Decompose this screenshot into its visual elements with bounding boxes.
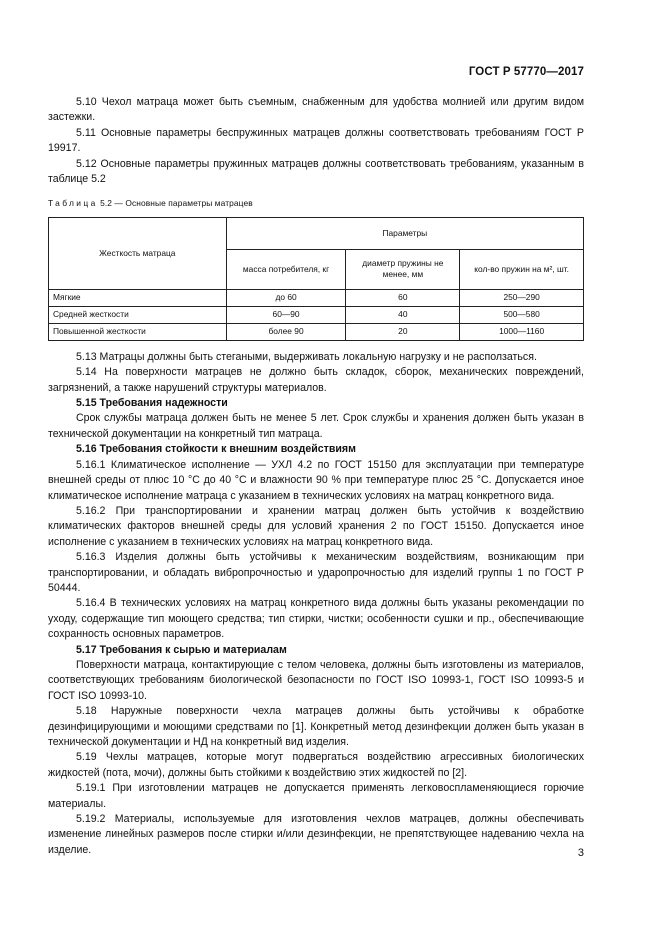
clause-5-14: 5.14 На поверхности матрацев не должно быть складок, сборок, механических повреждений, загрязнений, а также нарушений структуры материалов. [48, 366, 584, 394]
cell-mass: более 90 [226, 323, 346, 340]
cell-mass: до 60 [226, 289, 346, 306]
section-heading-5-17: 5.17 Требования к сырью и материалам [76, 643, 287, 656]
clause-5-19-2: 5.19.2 Материалы, используемые для изготовления чехлов матрацев, должны обеспечивать изменение линейных размеров после стирки и/или дезинфекции, не препятствующее надеванию чехла на изделие. [48, 813, 584, 856]
clause-5-16-3: 5.16.3 Изделия должны быть устойчивы к механическим воздействиям, возникающим при транспортировании, и обладать вибропрочностью и ударопрочностью для изделий группы 1 по ГОСТ Р 50444. [48, 551, 584, 594]
table-caption [48, 196, 584, 211]
clause-5-13: 5.13 Матрацы должны быть стегаными, выдерживать локальную нагрузку и не расползаться. [76, 350, 537, 363]
cell-count: 500—580 [460, 306, 584, 323]
clause-5-19-1: 5.19.1 При изготовлении матрацев не допускается применять легковоспламеняющиеся горючие материалы. [48, 782, 584, 810]
header-stiffness: Жесткость матраца [49, 217, 227, 289]
table-caption-title: 5.2 — Основные параметры матрацев [97, 198, 253, 209]
header-count: кол-во пружин на м², шт. [460, 249, 584, 289]
cell-mass: 60—90 [226, 306, 346, 323]
mattress-params-table [48, 217, 584, 341]
cell-diameter: 60 [346, 289, 460, 306]
table-row [49, 306, 584, 323]
table-row [49, 323, 584, 340]
document-body [48, 95, 584, 858]
header-params: Параметры [226, 217, 583, 249]
document-code: ГОСТ Р 57770—2017 [468, 66, 584, 78]
header-diameter: диаметр пружины не менее, мм [346, 249, 460, 289]
clause-5-15-text: Срок службы матраца должен быть не менее 5 лет. Срок службы и хранения должен быть указан в технической документации на конкретный тип матраца. [48, 412, 584, 440]
clause-5-18: 5.18 Наружные поверхности чехла матрацев должны быть устойчивы к обработке дезинфицирующими и моющими средствами по [1]. Конкретный метод дезинфекции должен быть указан в технической документации и НД на конкретный вид изделия. [48, 705, 584, 748]
section-heading-5-15: 5.15 Требования надежности [76, 397, 228, 410]
clause-5-16-1: 5.16.1 Климатическое исполнение — УХЛ 4.2 по ГОСТ 15150 для эксплуатации при температуре внешней среды от плюс 10 °С до 40 °С и влажности 90 % при температуре плюс 25 °С. Допускается иное климатическое исполнение матраца с указанием в технических условиях на матрац конкретного вида. [48, 458, 584, 502]
cell-diameter: 20 [346, 323, 460, 340]
cell-count: 250—290 [460, 289, 584, 306]
page-number: 3 [577, 847, 584, 859]
cell-stiffness: Средней жесткости [49, 306, 227, 323]
table-caption-label: Таблица [48, 198, 98, 209]
clause-5-10: 5.10 Чехол матраца может быть съемным, снабженным для удобства молнией или другим видом застежки. [48, 96, 584, 124]
clause-5-16-2: 5.16.2 При транспортировании и хранении матрац должен быть устойчив к воздействию климатических факторов внешней среды для условий хранения 2 по ГОСТ 15150. Допускается иное исполнение с указанием в технических условиях на матрац конкретного вида. [48, 504, 584, 548]
clause-5-11: 5.11 Основные параметры беспружинных матрацев должны соответствовать требованиям ГОСТ Р 19917. [48, 126, 584, 155]
cell-diameter: 40 [346, 306, 460, 323]
cell-stiffness: Мягкие [49, 289, 227, 306]
clause-5-16-4: 5.16.4 В технических условиях на матрац конкретного вида должны быть указаны рекомендации по уходу, содержащие тип моющего средства; тип стирки, чистки; особенности сушки и пр., обеспечивающие сохранность основных параметров. [48, 597, 584, 641]
clause-5-19: 5.19 Чехлы матрацев, которые могут подвергаться воздействию агрессивных биологических жидкостей (пота, мочи), должны быть стойкими к воздействию этих жидкостей по [2]. [48, 751, 584, 779]
cell-count: 1000—1160 [460, 323, 584, 340]
clause-5-12: 5.12 Основные параметры пружинных матрацев должны соответствовать требованиям, указанным в таблице 5.2 [48, 157, 584, 186]
table-row [49, 289, 584, 306]
section-heading-5-16: 5.16 Требования стойкости к внешним воздействиям [76, 443, 356, 456]
clause-5-17-text: Поверхности матраца, контактирующие с телом человека, должны быть изготовлены из материалов, соответствующих требованиям биологической безопасности по ГОСТ ISO 10993-1, ГОСТ ISO 10993-5 и ГОСТ ISO 10993-10. [48, 658, 584, 702]
cell-stiffness: Повышенной жесткости [49, 323, 227, 340]
header-mass: масса потребителя, кг [226, 249, 346, 289]
